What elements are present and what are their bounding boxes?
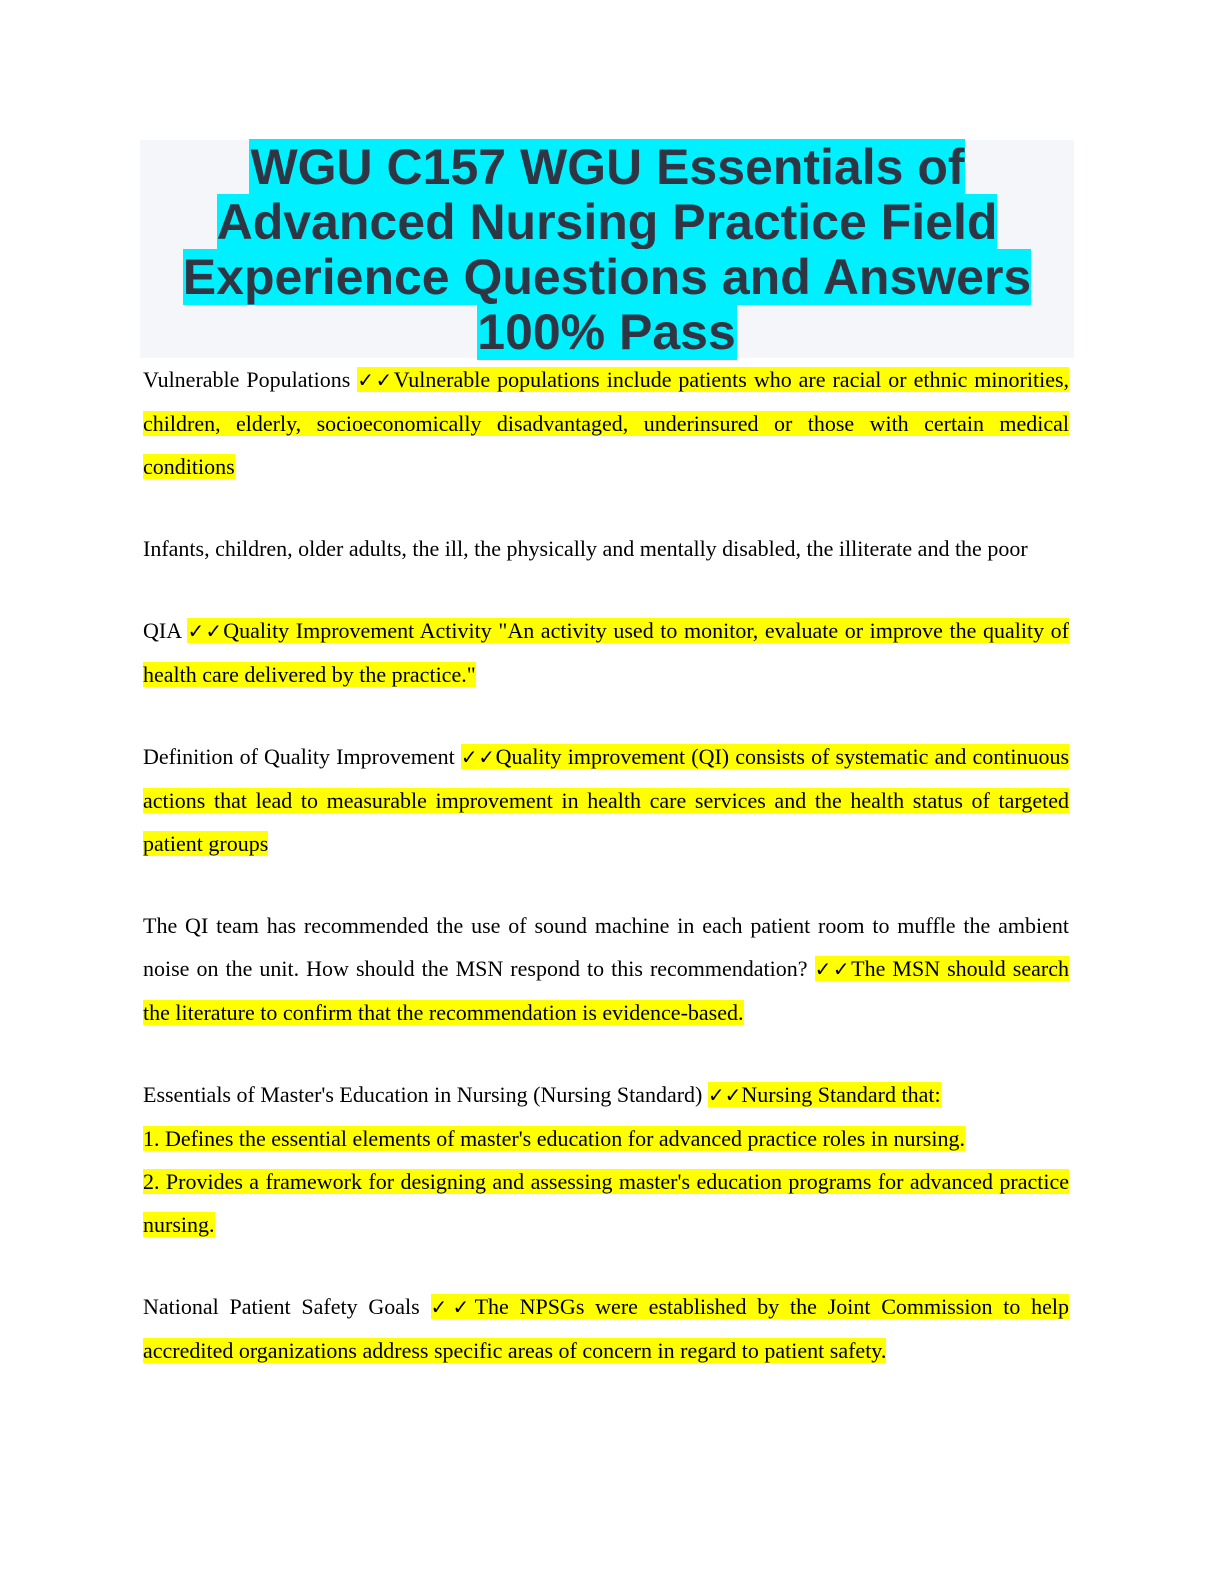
plain-text: Infants, children, older adults, the ill, the physically and mentally disabled, the illiterate and the poor [143, 536, 1028, 561]
answer-line: 2. Provides a framework for designing and assessing master's education programs for advanced practice nursing. [143, 1169, 1069, 1237]
qa-item [143, 358, 1069, 488]
qa-item-plain [143, 527, 1069, 570]
check-icon: ✓✓ [460, 745, 496, 769]
check-icon: ✓✓ [187, 619, 224, 643]
answer-text: Vulnerable populations include patients who are racial or ethnic minorities, children, elderly, socioeconomically disadvantaged, underinsured or those with certain medical conditions [143, 367, 1070, 479]
answer-text: Quality improvement (QI) consists of systematic and continuous actions that lead to measurable improvement in health care services and the health status of targeted patient groups [143, 744, 1070, 856]
check-icon: ✓✓ [814, 957, 852, 981]
qa-item [143, 904, 1069, 1034]
answer-text: The NPSGs were established by the Joint Commission to help accredited organizations address specific areas of concern in regard to patient safety. [143, 1294, 1070, 1363]
check-icon: ✓✓ [430, 1295, 475, 1319]
document-title: WGU C157 WGU Essentials of Advanced Nursing Practice Field Experience Questions and Answers 100% Pass [182, 139, 1032, 360]
question-term: National Patient Safety Goals [143, 1294, 420, 1319]
question-term: Vulnerable Populations [143, 367, 351, 392]
answer-highlight [143, 618, 1069, 687]
qa-list [143, 358, 1069, 1372]
qa-item [143, 735, 1069, 865]
question-term: The QI team has recommended the use of sound machine in each patient room to muffle the ambient noise on the unit. How should the MSN respond to this recommendation? [143, 913, 1069, 981]
qa-item [143, 609, 1069, 696]
qa-item [143, 1285, 1069, 1372]
qa-item [143, 1073, 1069, 1246]
answer-text: The MSN should search the literature to confirm that the recommendation is evidence-based. [143, 956, 1069, 1025]
question-term: Essentials of Master's Education in Nursing (Nursing Standard) [143, 1082, 703, 1107]
answer-text: Quality Improvement Activity "An activity used to monitor, evaluate or improve the quality of health care delivered by the practice." [143, 618, 1070, 687]
title-panel [140, 140, 1074, 358]
answer-highlight [708, 1082, 941, 1107]
answer-line: 1. Defines the essential elements of master's education for advanced practice roles in nursing. [143, 1126, 965, 1151]
check-icon: ✓✓ [357, 368, 394, 392]
question-term: Definition of Quality Improvement [143, 744, 455, 769]
question-term: QIA [143, 618, 181, 643]
answer-text: Nursing Standard that: [741, 1082, 941, 1107]
check-icon: ✓✓ [707, 1083, 742, 1107]
